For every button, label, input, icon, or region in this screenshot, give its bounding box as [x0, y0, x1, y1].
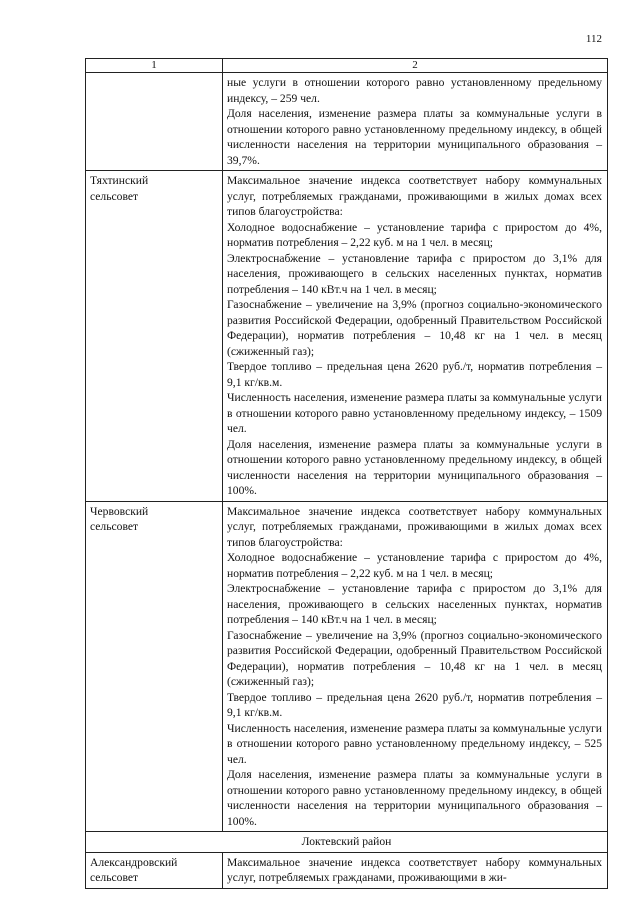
paragraph: Доля населения, изменение размера платы за коммунальные услуги в отношении которого равно установленному предельному индексу, в общей численности населения на территории муниципального образования – 39,7%. [227, 107, 602, 167]
paragraph: Твердое топливо – предельная цена 2620 руб./т, норматив потребления – 9,1 кг/кв.м. [227, 690, 602, 719]
paragraph: Доля населения, изменение размера платы за коммунальные услуги в отношении которого равно установленному предельному индексу, в общей численности населения на территории муниципального образования – 100%. [227, 768, 602, 828]
paragraph: Доля населения, изменение размера платы за коммунальные услуги в отношении которого равно установленному предельному индексу, в общей численности населения на территории муниципального образования – 100%. [227, 437, 602, 497]
municipality-name-line: Червовский [90, 504, 149, 518]
paragraph: Численность населения, изменение размера платы за коммунальные услуги в отношении которого равно установленному предельному индексу, – 1509 чел. [227, 391, 602, 435]
indices-table [85, 58, 608, 889]
paragraph: Максимальное значение индекса соответствует набору коммунальных услуг, потребляемых гражданами, проживающими в жилых домах всех типов благоустройства: [227, 504, 602, 549]
municipality-name-line: сельсовет [90, 871, 139, 884]
paragraph: Газоснабжение – увеличение на 3,9% (прогноз социально-экономического развития Российской Федерации, одобренный Правительством Российской Федерации), норматив потребления – 10,48 кг на 1 чел. в месяц (сжиженный газ); [227, 628, 602, 688]
municipality-name-cell [86, 852, 223, 888]
paragraph: ные услуги в отношении которого равно установленному предельному индексу, – 259 чел. [227, 76, 602, 105]
table-row-tyakhtinsky [86, 171, 608, 502]
region-title: Локтевский район [86, 832, 608, 853]
municipality-name-line: сельсовет [90, 189, 139, 203]
municipality-name-line: Александровский [90, 855, 178, 869]
table-region-row [86, 832, 608, 853]
table-row-aleksandrovsky [86, 852, 608, 888]
paragraph: Твердое топливо – предельная цена 2620 руб./т, норматив потребления – 9,1 кг/кв.м. [227, 360, 602, 389]
paragraph: Газоснабжение – увеличение на 3,9% (прогноз социально-экономического развития Российской Федерации, одобренный Правительством Российской Федерации), норматив потребления – 10,48 кг на 1 чел. в месяц (сжиженный газ); [227, 298, 602, 358]
indicator-text-cell [223, 501, 608, 832]
paragraph: Максимальное значение индекса соответствует набору коммунальных услуг, потребляемых гражданами, проживающими в жилых домах всех типов благоустройства: [227, 174, 602, 218]
table-row-chervovsky [86, 501, 608, 832]
paragraph: Электроснабжение – установление тарифа с приростом до 3,1% для населения, проживающего в сельских населенных пунктах, норматив потребления – 140 кВт.ч на 1 чел. в месяц; [227, 582, 602, 626]
indicator-text-cell [223, 852, 608, 888]
municipality-name-cell [86, 501, 223, 832]
paragraph: Холодное водоснабжение – установление тарифа с приростом до 4%, норматив потребления – 2,22 куб. м на 1 чел. в месяц; [227, 551, 602, 580]
page-number: 112 [585, 33, 602, 45]
paragraph: Численность населения, изменение размера платы за коммунальные услуги в отношении которого равно установленному предельному индексу, – 525 чел. [227, 721, 602, 766]
indicator-text-cell [223, 171, 608, 502]
table-row-continuation [86, 73, 608, 171]
paragraph: Максимальное значение индекса соответствует набору коммунальных услуг, потребляемых гражданами, проживающими в жи- [227, 855, 602, 884]
municipality-name-cell [86, 171, 223, 502]
paragraph: Холодное водоснабжение – установление тарифа с приростом до 4%, норматив потребления – 2,22 куб. м на 1 чел. в месяц; [227, 220, 602, 249]
municipality-name-line: сельсовет [90, 520, 139, 533]
municipality-name-line: Тяхтинский [90, 174, 149, 187]
table-header-row [86, 59, 608, 73]
column-header-2: 2 [223, 59, 608, 73]
indicator-text-cell [223, 73, 608, 171]
paragraph: Электроснабжение – установление тарифа с приростом до 3,1% для населения, проживающего в сельских населенных пунктах, норматив потребления – 140 кВт.ч на 1 чел. в месяц; [227, 251, 602, 296]
column-header-1: 1 [86, 59, 223, 73]
municipality-name-cell [86, 73, 223, 171]
